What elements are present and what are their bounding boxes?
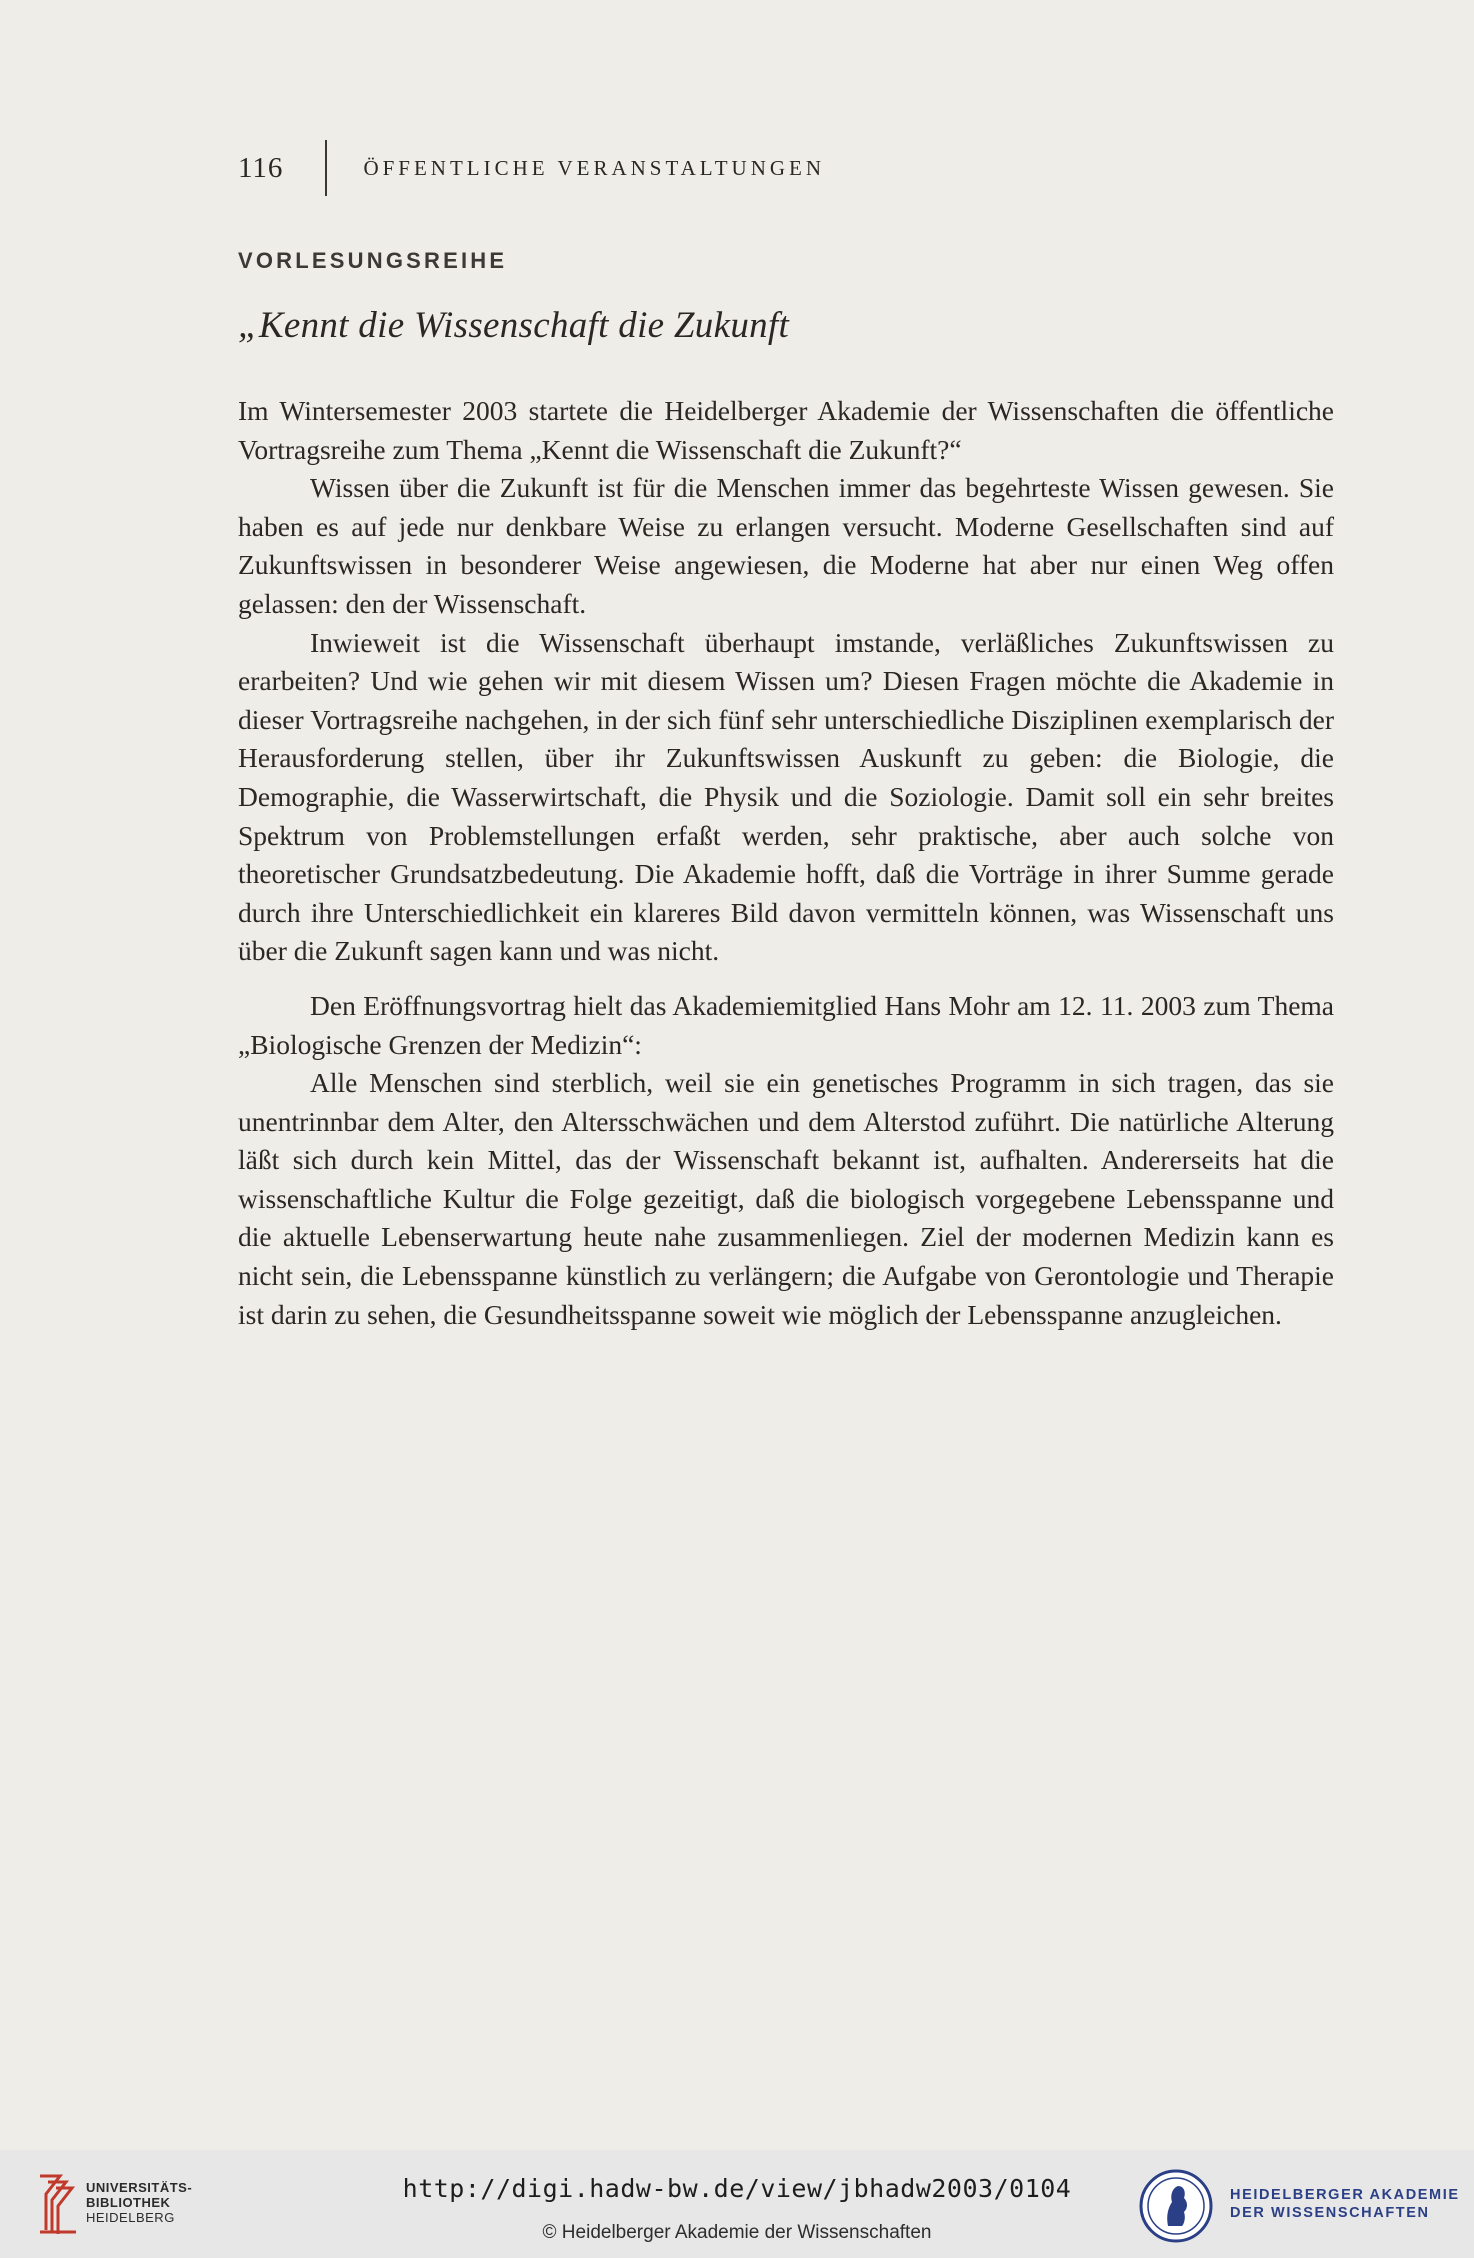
body-text [238,392,1334,1334]
paragraph: Wissen über die Zukunft ist für die Menschen immer das begehrteste Wissen gewesen. Sie haben es auf jede nur denkbare Weise zu erlangen versucht. Moderne Gesellschaften sind auf Zukunftswissen in besonderer Weise angewiesen, die Moderne hat aber nur einen Weg offen gelassen: den der Wissenschaft. [238,472,1334,619]
paragraph-intro: Im Wintersemester 2003 startete die Heidelberger Akademie der Wissenschaften die öffentliche Vortragsreihe zum Thema „Kennt die Wissenschaft die Zukunft?“ [238,395,1334,465]
academy-name: HEIDELBERGER AKADEMIE DER WISSENSCHAFTEN [1230,2187,1460,2221]
university-library-name: UNIVERSITÄTS- BIBLIOTHEK HEIDELBERG [86,2180,193,2225]
paragraph: Inwieweit ist die Wissenschaft überhaupt imstande, verläßliches Zukunftswissen zu erarbeiten? Und wie gehen wir mit diesem Wissen um? Diesen Fragen möchte die Akademie in dieser Vortragsreihe nachgehen, in der sich fünf sehr unterschiedliche Disziplinen exemplarisch der Herausforderung stellen, über ihr Zukunftswissen Auskunft zu geben: die Biologie, die Demographie, die Wasserwirtschaft, die Physik und die Soziologie. Damit soll ein sehr breites Spektrum von Problemstellungen erfaßt werden, sehr praktische, aber auch solche von theoretischer Grundsatzbedeutung. Die Akademie hofft, daß die Vorträge in ihrer Summe gerade durch ihre Unterschiedlichkeit ein klareres Bild davon vermitteln können, was Wissenschaft uns über die Zukunft sagen kann und was nicht. [238,626,1334,967]
source-url-link[interactable]: http://digi.hadw-bw.de/view/jbhadw2003/0104 [402,2174,1072,2203]
page-number: 116 [238,151,284,184]
section-label: VORLESUNGSREIHE [238,248,508,273]
running-head-divider [325,140,327,196]
running-head [238,148,825,188]
paragraph-lecture-summary: Alle Menschen sind sterblich, weil sie ein genetisches Programm in sich tragen, das sie unentrinnbar dem Alter, den Altersschwächen und dem Alterstod zuführt. Die natürliche Alterung läßt sich durch kein Mittel, das der Wissenschaft bekannt ist, aufhalten. Andererseits hat die wissenschaftliche Kultur die Folge gezeitigt, daß die biologisch vorgegebene Lebensspanne und die aktuelle Lebenserwartung heute nahe zusammenliegen. Ziel der modernen Medizin kann es nicht sein, die Lebensspanne künstlich zu verlängern; die Aufgabe von Gerontologie und Therapie ist darin zu sehen, die Gesundheitsspanne soweit wie möglich der Lebensspanne anzugleichen. [238,1067,1334,1330]
paragraph-opening-lecture: Den Eröffnungsvortrag hielt das Akademiemitglied Hans Mohr am 12. 11. 2003 zum Thema „Biologische Grenzen der Medizin“: [238,989,1334,1060]
copyright-notice: © Heidelberger Akademie der Wissenschaften [542,2222,932,2243]
academy-seal-icon [1138,2168,1214,2244]
running-head-title: ÖFFENTLICHE VERANSTALTUNGEN [363,155,826,180]
digitization-footer [0,2150,1474,2258]
article-title: „Kennt die Wissenschaft die Zukunft [238,305,790,346]
